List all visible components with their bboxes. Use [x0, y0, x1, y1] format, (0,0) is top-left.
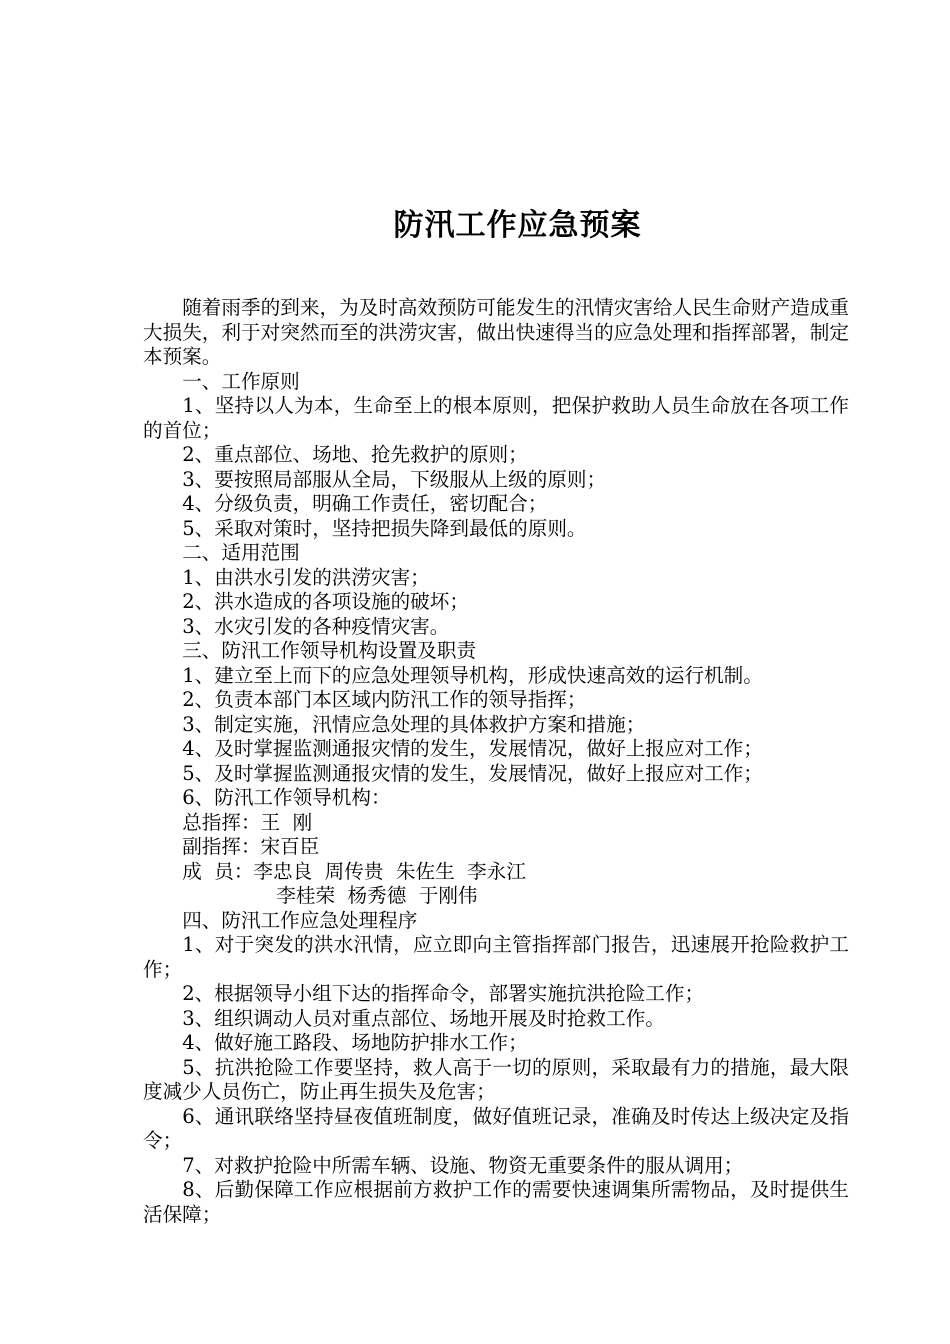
list-item: 7、对救护抢险中所需车辆、设施、物资无重要条件的服从调用；: [182, 1153, 744, 1177]
list-item: 3、组织调动人员对重点部位、场地开展及时抢救工作。: [182, 1006, 665, 1030]
document-body: [143, 296, 849, 1227]
list-item: 6、防汛工作领导机构：: [182, 786, 391, 809]
list-item: 1、由洪水引发的洪涝灾害；: [182, 565, 430, 589]
list-item: 5、及时掌握监测通报灾情的发生，发展情况，做好上报应对工作；: [182, 761, 763, 785]
list-item: 4、及时掌握监测通报灾情的发生，发展情况，做好上报应对工作；: [182, 737, 763, 760]
list-item: 2、洪水造成的各项设施的破坏；: [182, 590, 469, 613]
list-item: 2、重点部位、场地、抢先救护的原则；: [182, 443, 528, 466]
members-line: 成 员：李忠良 周传贵 朱佐生 李永江: [182, 859, 526, 883]
document-title: 防汛工作应急预案: [393, 208, 642, 243]
members-line-continued: 李桂荣 杨秀德 于刚伟: [276, 884, 478, 907]
section-heading: 四、防汛工作应急处理程序: [182, 908, 418, 932]
intro-paragraph: 随着雨季的到来，为及时高效预防可能发生的汛情灾害给人民生命财产造成重大损失，利于对突然而至的洪涝灾害，做出快速得当的应急处理和指挥部署，制定本预案。: [143, 296, 849, 368]
section-heading: 一、工作原则: [182, 369, 300, 393]
list-item: 1、坚持以人为本，生命至上的根本原则，把保护救助人员生命放在各项工作的首位；: [143, 394, 849, 442]
list-item: 3、要按照局部服从全局，下级服从上级的原则；: [182, 467, 607, 491]
list-item: 1、建立至上而下的应急处理领导机构，形成快速高效的运行机制。: [182, 663, 763, 687]
list-item: 3、水灾引发的各种疫情灾害。: [182, 614, 450, 638]
list-item: 5、采取对策时，坚持把损失降到最低的原则。: [182, 516, 587, 540]
section-heading: 三、防汛工作领导机构设置及职责: [182, 639, 477, 662]
list-item: 5、抗洪抢险工作要坚持，救人高于一切的原则，采取最有力的措施，最大限度减少人员伤亡，防止再生损失及危害；: [143, 1055, 849, 1103]
list-item: 4、做好施工路段、场地防护排水工作；: [182, 1031, 528, 1054]
list-item: 8、后勤保障工作应根据前方救护工作的需要快速调集所需物品，及时提供生活保障；: [143, 1178, 849, 1226]
section-heading: 二、适用范围: [182, 541, 300, 564]
list-item: 3、制定实施，汛情应急处理的具体救护方案和措施；: [182, 712, 646, 736]
list-item: 1、对于突发的洪水汛情，应立即向主管指挥部门报告，迅速展开抢险救护工作；: [143, 933, 849, 981]
list-item: 4、分级负责，明确工作责任，密切配合；: [182, 492, 548, 515]
list-item: 2、根据领导小组下达的指挥命令，部署实施抗洪抢险工作；: [182, 982, 705, 1005]
commander-line: 总指挥：王 刚: [182, 810, 313, 834]
list-item: 2、负责本部门本区域内防汛工作的领导指挥；: [182, 688, 587, 711]
deputy-commander-line: 副指挥：宋百臣: [182, 835, 320, 858]
list-item: 6、通讯联络坚持昼夜值班制度，做好值班记录，准确及时传达上级决定及指令；: [143, 1104, 849, 1152]
